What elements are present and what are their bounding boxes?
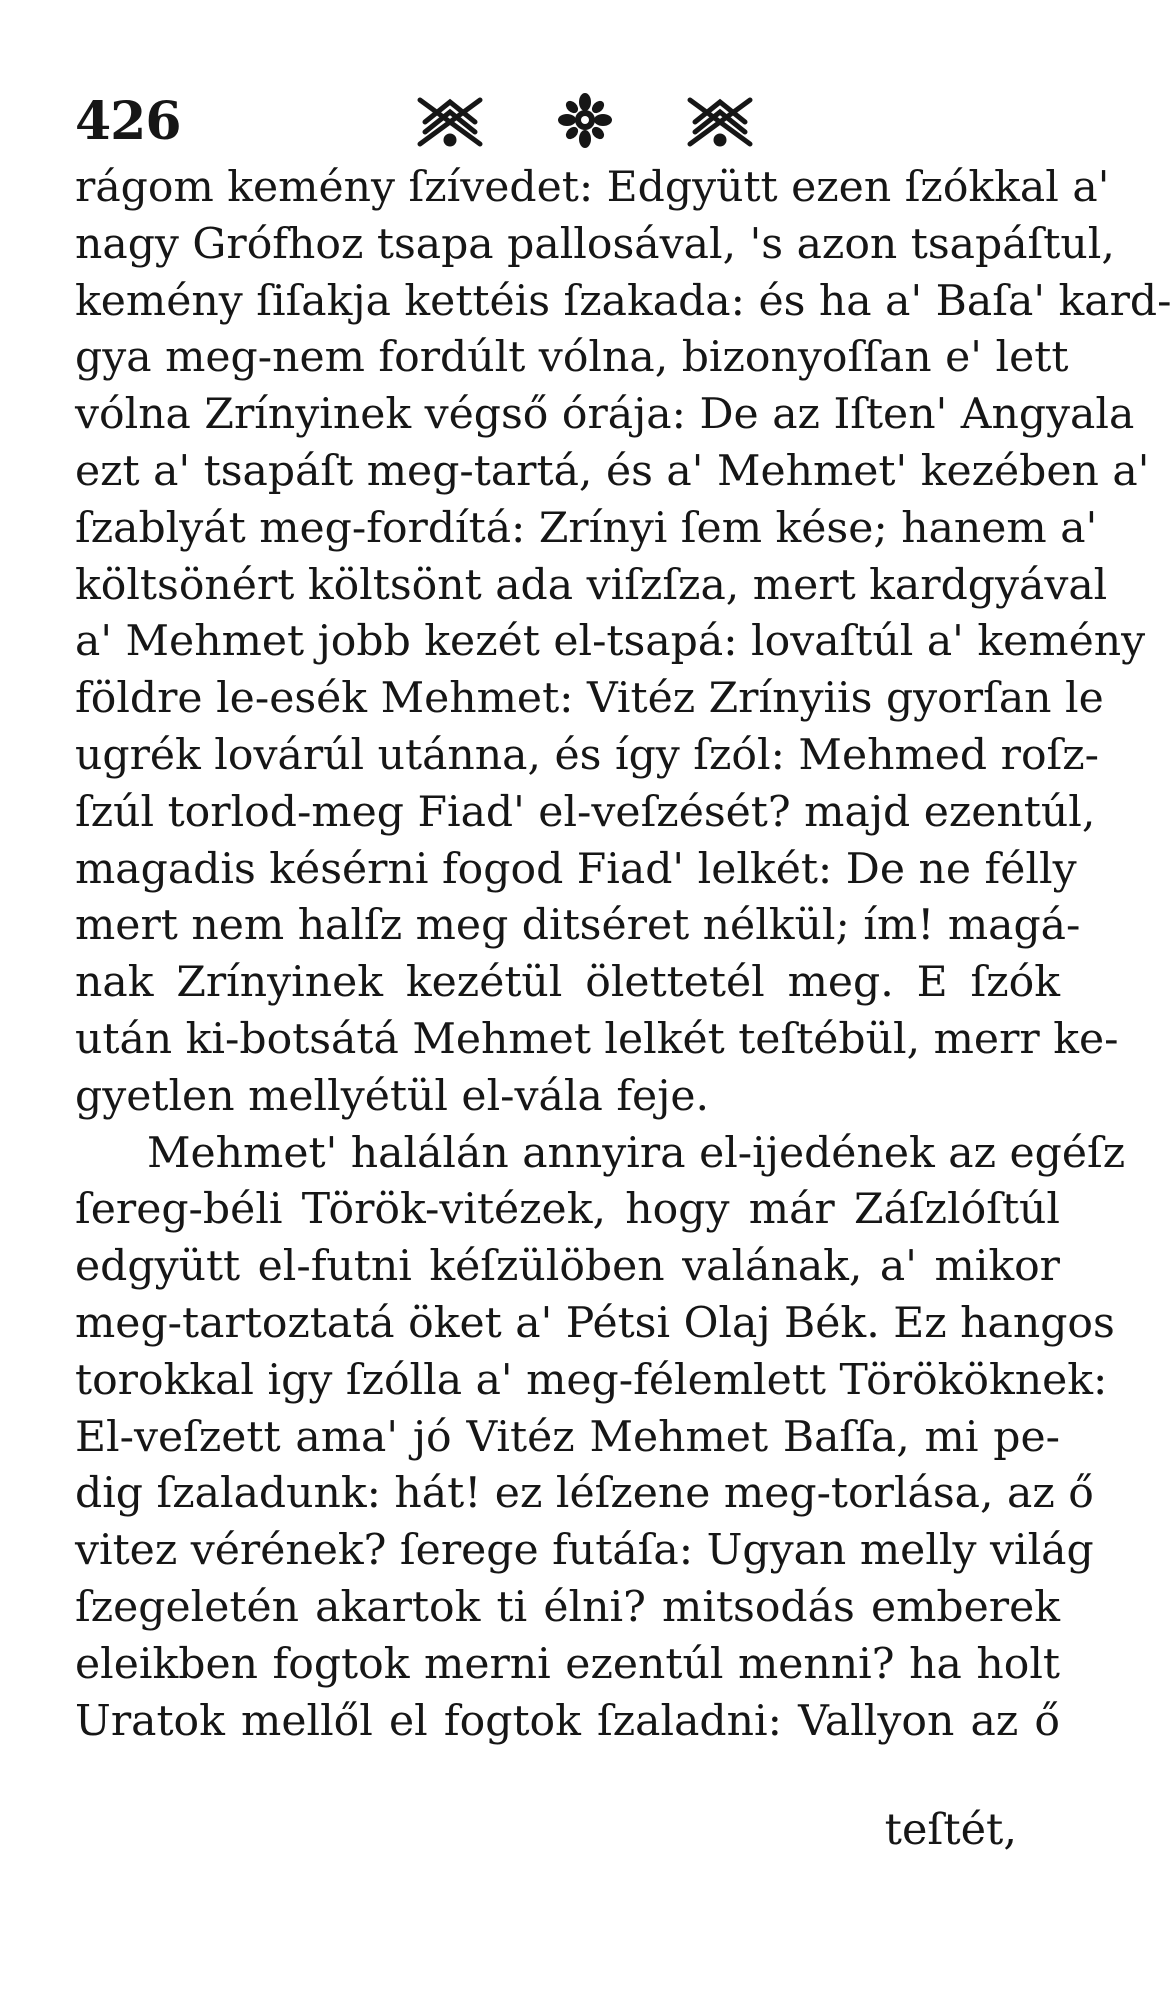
flower-icon [558, 93, 612, 148]
page-number: 426 [75, 91, 181, 152]
text-line: ezt a' tsapáſt meg-tartá, és a' Mehmet' kezében a' [75, 446, 1150, 496]
text-line: kemény ſiſakja kettéis ſzakada: és ha a' Baſa' kard- [75, 276, 1172, 326]
text-line: földre le-esék Mehmet: Vitéz Zrínyiis gyorſan le [75, 674, 1104, 724]
text-line: rágom kemény ſzívedet: Edgyütt ezen ſzókkal a' [75, 163, 1110, 212]
paragraph-start-line: Mehmet' halálán annyira el-ijedének az egéſz [147, 1128, 1126, 1178]
page-body-text [75, 160, 1172, 1750]
text-line: gya meg-nem fordúlt vólna, bizonyoſſan e' lett [75, 333, 1069, 383]
text-line: El-veſzett ama' jó Vitéz Mehmet Baſſa, mi pe- [75, 1412, 1060, 1462]
text-line: költsönért költsönt ada viſzſza, mert kardgyával [75, 560, 1108, 610]
crossed-swords-icon [420, 100, 480, 144]
text-line: edgyütt el-futni kéſzülöben valának, a' mikor [75, 1242, 1060, 1292]
text-line: ugrék lovárúl utánna, és így ſzól: Mehmed roſz- [75, 730, 1100, 780]
page-header [75, 92, 1055, 162]
text-line: magadis késérni fogod Fiad' lelkét: De ne félly [75, 844, 1077, 894]
text-line: eleikben fogtok merni ezentúl menni? ha holt [75, 1639, 1060, 1689]
text-line: Uratok mellől el fogtok ſzaladni: Vallyon az ő [75, 1696, 1060, 1746]
text-line: ſzegeletén akartok ti élni? mitsodás emberek [75, 1582, 1060, 1632]
text-line: torokkal igy ſzólla a' meg-félemlett Törököknek: [75, 1355, 1108, 1405]
text-line: ſzúl torlod-meg Fiad' el-veſzését? majd ezentúl, [75, 787, 1096, 837]
text-line: meg-tartoztatá öket a' Pétsi Olaj Bék. Ez hangos [75, 1298, 1115, 1348]
text-line: dig ſzaladunk: hát! ez léſzene meg-torlása, az ő [75, 1469, 1094, 1519]
text-line: után ki-botsátá Mehmet lelkét teſtébül, merr ke- [75, 1014, 1119, 1064]
paragraph-end-line: gyetlen mellyétül el-vála feje. [75, 1071, 710, 1121]
text-line: mert nem halſz meg ditséret nélkül; ím! magá- [75, 901, 1081, 951]
crossed-swords-icon [690, 100, 750, 144]
header-ornament [405, 92, 765, 152]
text-line: nagy Grófhoz tsapa pallosával, 's azon tsapáſtul, [75, 219, 1115, 269]
text-line: vólna Zrínyinek végső órája: De az Iſten' Angyala [75, 390, 1135, 440]
text-line: nak Zrínyinek kezétül ölettetél meg. E ſzók [75, 958, 1060, 1008]
text-line: a' Mehmet jobb kezét el-tsapá: lovaſtúl a' kemény [75, 617, 1146, 667]
catchword: teſtét, [884, 1805, 1017, 1855]
text-line: ſereg-béli Török-vitézek, hogy már Záſzlóſtúl [75, 1185, 1060, 1235]
text-line: vitez vérének? ſerege futáſa: Ugyan melly világ [75, 1526, 1094, 1576]
text-line: ſzablyát meg-fordítá: Zrínyi ſem kése; hanem a' [75, 503, 1098, 553]
